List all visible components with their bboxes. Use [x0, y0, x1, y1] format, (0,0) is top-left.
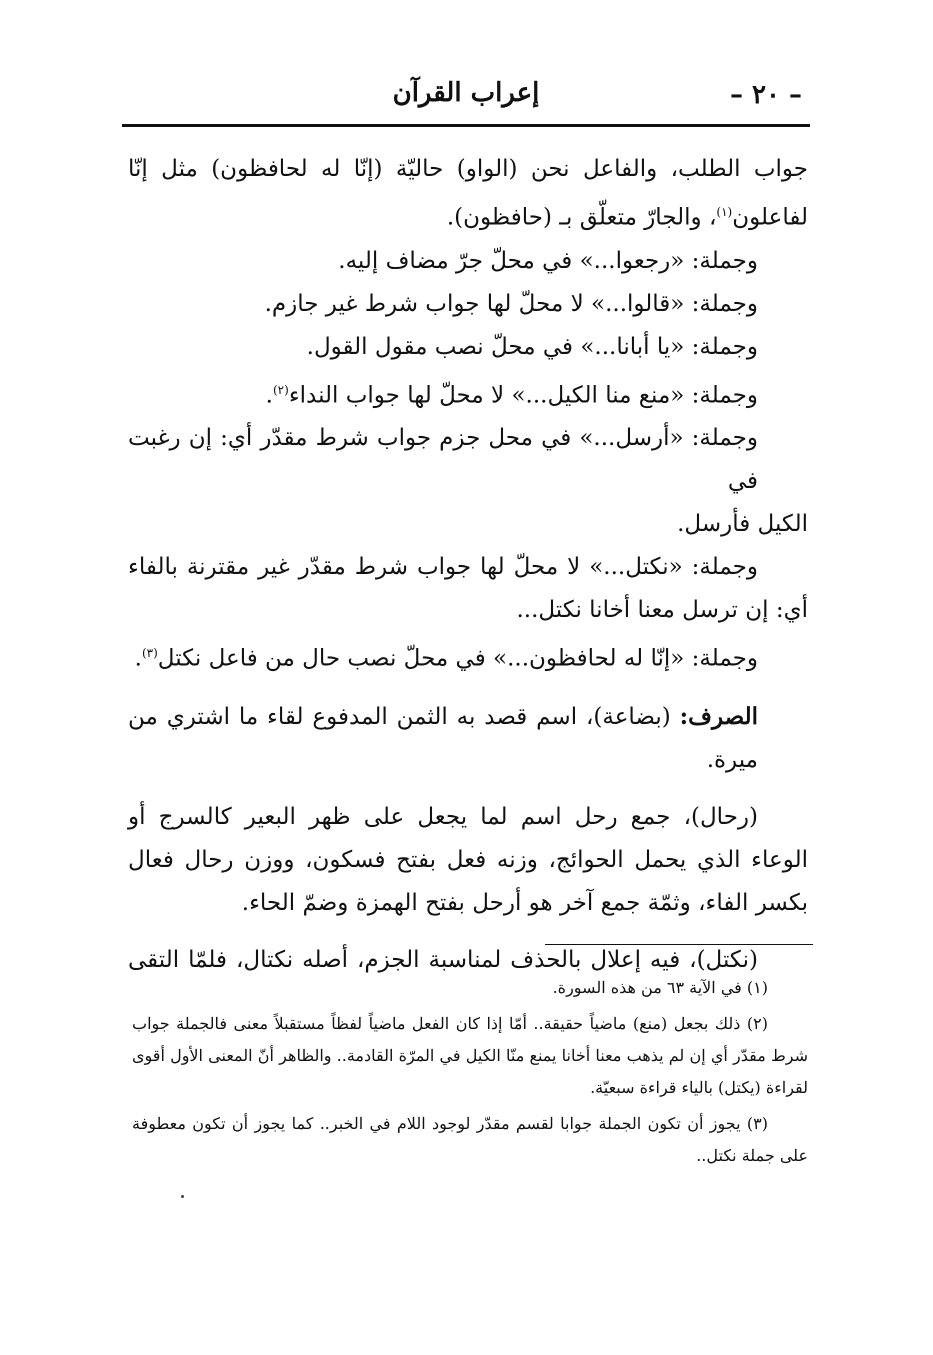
footnote-1: (١) في الآية ٦٣ من هذه السورة. [552, 978, 768, 997]
sentence-analysis-continuation: الكيل فأرسل. [677, 511, 808, 538]
footnote-ref: (٢) [272, 382, 289, 397]
footnote-ref: (٣) [141, 646, 158, 661]
sentence-analysis-line: وجملة: «نكتل...» لا محلّ لها جواب شرط مقدّر غير مقترنة بالفاء [128, 554, 758, 581]
sentence-analysis-line: وجملة: «يا أبانا...» في محلّ نصب مقول القول. [306, 333, 758, 360]
sentence-analysis-continuation: أي: إن ترسل معنا أخانا نكتل... [516, 597, 808, 624]
main-text [128, 148, 808, 982]
sentence-analysis-line: وجملة: «قالوا...» لا محلّ لها جواب شرط غير جازم. [264, 290, 758, 317]
page-number: – ٢٠ – [729, 80, 802, 110]
footnote-divider [545, 944, 813, 945]
print-speck [181, 1195, 184, 1198]
sentence-analysis-line: وجملة: «إنّا له لحافظون...» في محلّ نصب حال من فاعل نكتل$^{(٣)}$. [134, 645, 758, 672]
sarf-paragraph: الصرف: (بضاعة)، اسم قصد به الثمن المدفوع لقاء ما اشتري من ميرة. [128, 702, 758, 773]
footnote-ref: (١) [716, 205, 733, 219]
sentence-analysis-line: وجملة: «رجعوا...» في محلّ جرّ مضاف إليه. [338, 247, 758, 274]
footnote-3: (٣) يجوز أن تكون الجملة جوابا لقسم مقدّر لوجود اللام في الخبر.. كما يجوز أن تكون معطوفة على جملة نكتل.. [132, 1114, 808, 1165]
footnote-2: (٢) ذلك بجعل (منع) ماضياً حقيقة.. أمّا إذا كان الفعل ماضياً لفظاً مستقبلاً معنى فالجملة جواب شرط مقدّر أي إن لم يذهب معنا أخانا يمنع منّا الكيل في المرّة القادمة.. والظاهر أنّ المعنى الأول أقوى لقراءة (يكتل) بالياء قراءة سبعيّة. [132, 1014, 808, 1097]
rihal-paragraph: (رحال)، جمع رحل اسم لما يجعل على ظهر البعير كالسرج أو الوعاء الذي يحمل الحوائج، وزنه فعل بفتح فسكون، ووزن رحال فعال بكسر الفاء، وثمّة جمع آخر هو أرحل بفتح الهمزة وضمّ الحاء. [128, 803, 808, 916]
naktal-paragraph: (نكتل)، فيه إعلال بالحذف لمناسبة الجزم، أصله نكتال، فلمّا التقى [128, 946, 758, 973]
sentence-analysis-line: وجملة: «أرسل...» في محل جزم جواب شرط مقدّر أي: إن رغبت في [128, 425, 758, 495]
page-header [122, 68, 810, 127]
footnotes [132, 968, 808, 1172]
sarf-label: الصرف: [679, 702, 758, 730]
sentence-analysis-line: وجملة: «منع منا الكيل...» لا محلّ لها جواب النداء$^{(٢)}$. [265, 382, 758, 409]
paragraph-continuation: جواب الطلب، والفاعل نحن (الواو) حاليّة (إنّا له لحافظون) مثل إنّا لفاعلون$^{(١)}$، والجارّ متعلّق بـ (حافظون). [128, 156, 808, 231]
running-title: إعراب القرآن [392, 78, 540, 108]
